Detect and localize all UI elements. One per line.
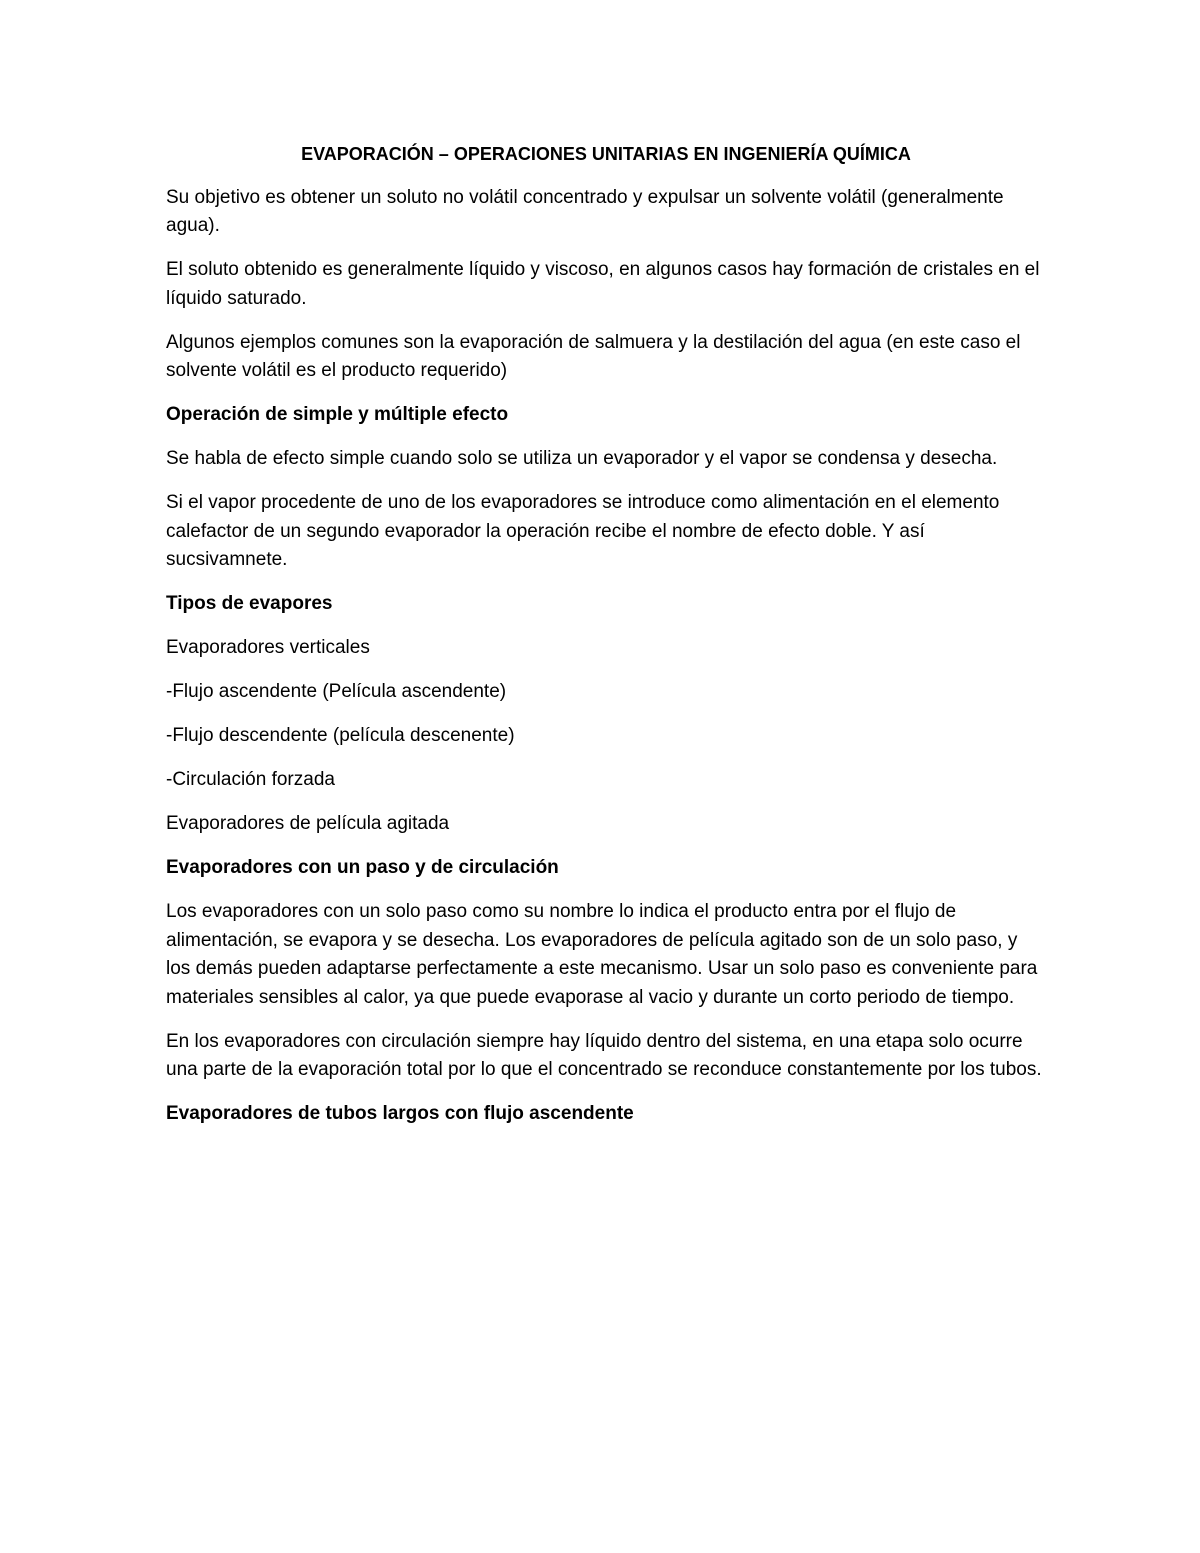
- paragraph-double-effect: Si el vapor procedente de uno de los evaporadores se introduce como alimentación en el elemento calefactor de un segundo evaporador la operación recibe el nombre de efecto doble. Y así sucsivamnete.: [166, 492, 1000, 570]
- paragraph-objective: Su objetivo es obtener un soluto no volátil concentrado y expulsar un solvente volátil (generalmente agua).: [166, 186, 1004, 236]
- heading-simple-multiple-effect: Operación de simple y múltiple efecto: [166, 404, 509, 425]
- paragraph-circulation: En los evaporadores con circulación siempre hay líquido dentro del sistema, en una etapa solo ocurre una parte de la evaporación total por lo que el concentrado se reconduce constantemente por los tubos.: [166, 1030, 1042, 1080]
- paragraph-solute: El soluto obtenido es generalmente líquido y viscoso, en algunos casos hay formación de cristales en el líquido saturado.: [166, 259, 1040, 309]
- document-body: [166, 140, 1046, 1144]
- paragraph-single-pass: Los evaporadores con un solo paso como su nombre lo indica el producto entra por el flujo de alimentación, se evapora y se desecha. Los evaporadores de película agitado son de un solo paso, y los demás pueden adaptarse perfectamente a este mecanismo. Usar un solo paso es conveniente para materiales sensibles al calor, ya que puede evaporase al vacio y durante un corto periodo de tiempo.: [166, 901, 1038, 1008]
- list-item-ascending-flow: -Flujo ascendente (Película ascendente): [166, 681, 507, 702]
- heading-long-tube-ascending: Evaporadores de tubos largos con flujo ascendente: [166, 1103, 634, 1124]
- list-item-agitated-film: Evaporadores de película agitada: [166, 813, 450, 834]
- list-item-vertical: Evaporadores verticales: [166, 637, 370, 658]
- list-item-descending-flow: -Flujo descendente (película descenente): [166, 725, 515, 746]
- heading-evaporator-types: Tipos de evapores: [166, 593, 333, 614]
- paragraph-examples: Algunos ejemplos comunes son la evaporación de salmuera y la destilación del agua (en este caso el solvente volátil es el producto requerido): [166, 331, 1021, 381]
- list-item-forced-circulation: -Circulación forzada: [166, 769, 335, 790]
- document-title: EVAPORACIÓN – OPERACIONES UNITARIAS EN INGENIERÍA QUÍMICA: [301, 144, 911, 164]
- paragraph-simple-effect: Se habla de efecto simple cuando solo se utiliza un evaporador y el vapor se condensa y desecha.: [166, 448, 998, 469]
- heading-single-pass-circulation: Evaporadores con un paso y de circulación: [166, 857, 559, 878]
